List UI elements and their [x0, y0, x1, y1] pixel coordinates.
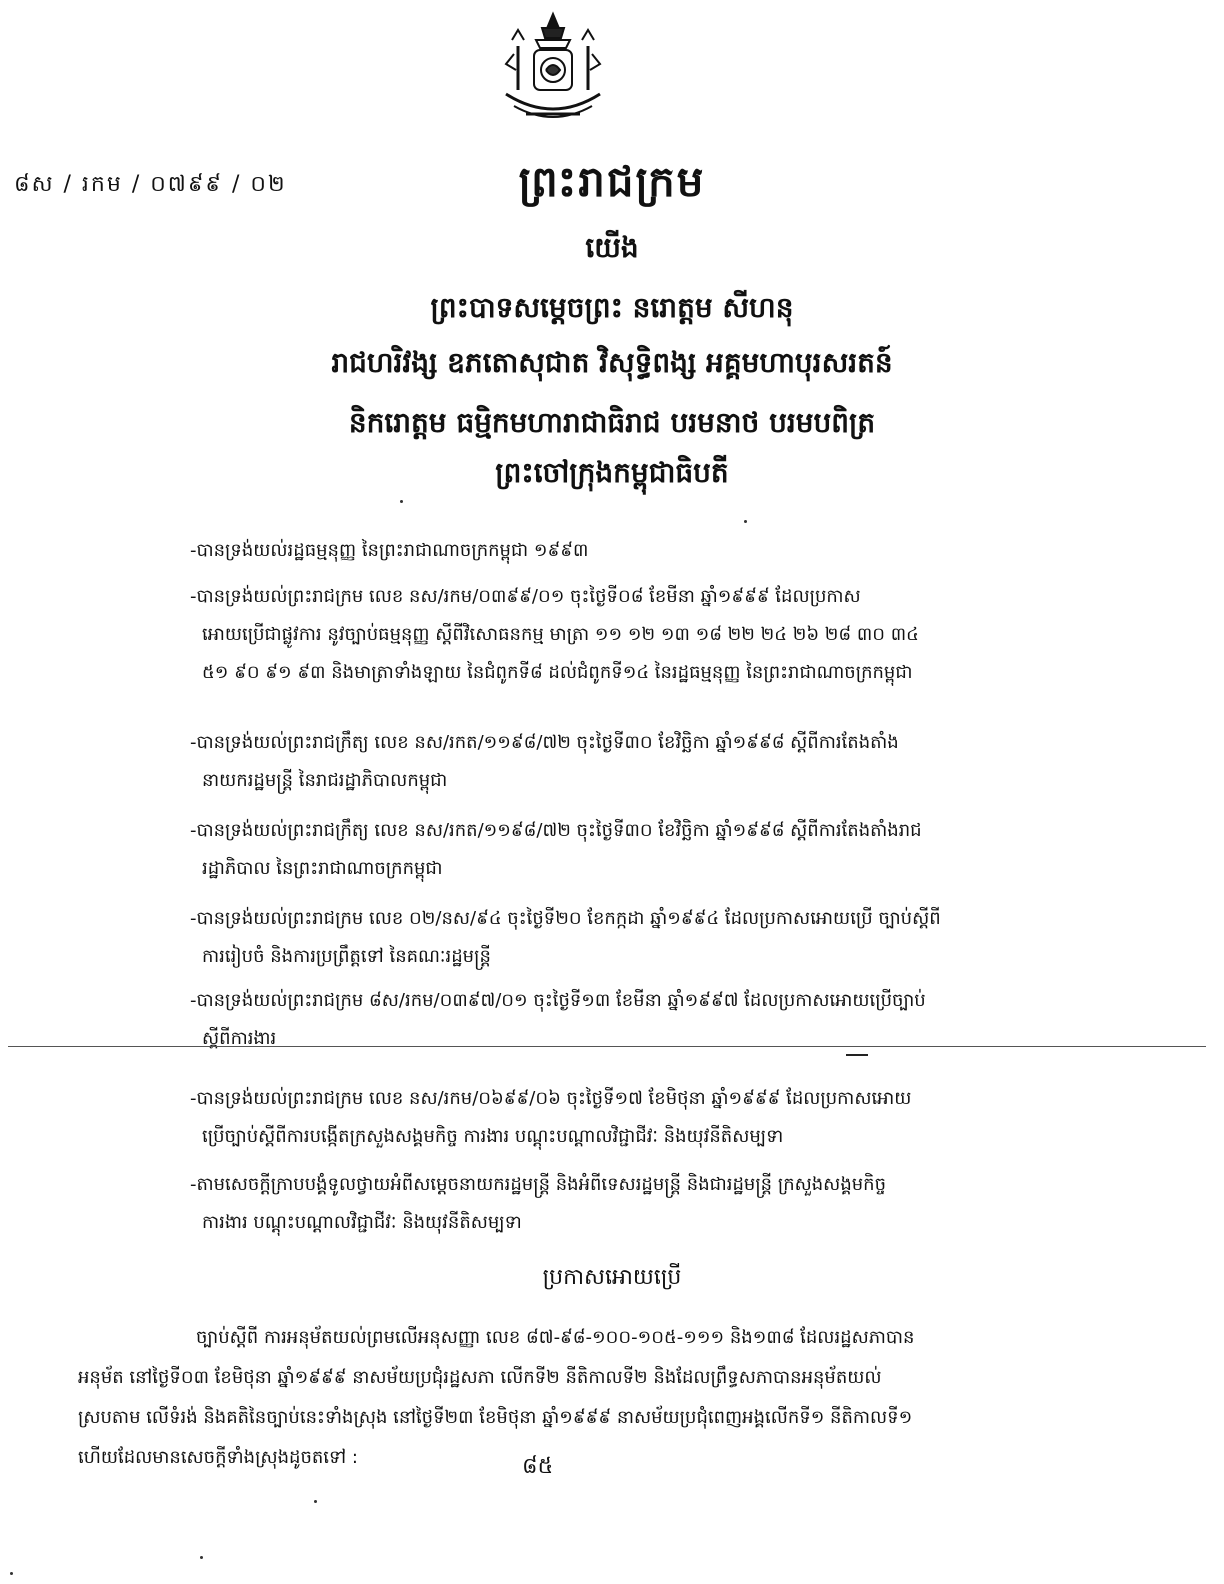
royal-coat-of-arms-icon [496, 10, 610, 134]
consideration-line: -បានទ្រង់យល់ព្រះរាជក្រឹត្យ លេខ នស/រកត/១១៩៨/៧២ ចុះថ្ងៃទី៣០ ខែវិច្ឆិកា ឆ្នាំ១៩៩៨ ស្តីពីការតែងតាំងរាជ [190, 820, 922, 841]
consideration-line: -តាមសេចក្តីក្រាបបង្គំទូលថ្វាយអំពីសម្តេចនាយករដ្ឋមន្ត្រី និងអំពីទេសរដ្ឋមន្ត្រី និងជារដ្ឋមន្ត្រី ក្រសួងសង្គមកិច្ច [190, 1174, 887, 1195]
consideration-line: -បានទ្រង់យល់ព្រះរាជក្រម លេខ ០២/នស/៩៤ ចុះថ្ងៃទី២០ ខែកក្កដា ឆ្នាំ១៩៩៤ ដែលប្រកាសអោយប្រើ ច្បាប់ស្តីពី [190, 908, 941, 929]
body-line: ច្បាប់ស្តីពី ការអនុម័តយល់ព្រមលើអនុសញ្ញា លេខ ៨៧-៩៨-១០០-១០៥-១១១ និង១៣៨ ដែលរដ្ឋសភាបាន [196, 1327, 915, 1348]
consideration-line: អោយប្រើជាផ្លូវការ នូវច្បាប់ធម្មនុញ្ញ ស្តីពីវិសោធនកម្ម មាត្រា ១១ ១២ ១៣ ១៨ ២២ ២៤ ២៦ ២៨ ៣០ ៣៤ [202, 624, 919, 645]
consideration-5 [190, 900, 1035, 976]
consideration-line: -បានទ្រង់យល់ព្រះរាជក្រម លេខ នស/រកម/០៣៩៩/០១ ចុះថ្ងៃទី០៨ ខែមីនា ឆ្នាំ១៩៩៩ ដែលប្រកាស [190, 586, 861, 607]
scan-speck [200, 1556, 203, 1559]
consideration-line: រដ្ឋាភិបាល នៃព្រះរាជាណាចក្រកម្ពុជា [202, 858, 443, 879]
document-title: ព្រះរាជក្រម [518, 157, 706, 206]
consideration-line: ការរៀបចំ និងការប្រព្រឹត្តទៅ នៃគណៈរដ្ឋមន្ត្រី [202, 946, 491, 967]
consideration-3 [190, 724, 1035, 800]
divider-mark [846, 1054, 868, 1056]
scan-speck [10, 1572, 13, 1575]
scan-speck [314, 1500, 317, 1503]
body-line: ស្របតាម លើទំរង់ និងគតិនៃច្បាប់នេះទាំងស្រុង នៅថ្ងៃទី២៣ ខែមិថុនា ឆ្នាំ១៩៩៩ នាសម័យប្រជុំពេញអង្គលើកទី១ នីតិកាលទី១ [78, 1407, 913, 1428]
consideration-7 [190, 1080, 1035, 1156]
proclamation-heading: ប្រកាសអោយប្រើ [542, 1265, 682, 1290]
scan-speck [744, 520, 747, 523]
royal-intro-line-3: រាជហរិវង្ស ឧភតោសុជាត វិសុទ្ធិពង្ស អគ្គមហាបុរសរតន៍ [331, 346, 893, 379]
consideration-line: -បានទ្រង់យល់ព្រះរាជក្រម ៨ស/រកម/០៣៩៧/០១ ចុះថ្ងៃទី១៣ ខែមីនា ឆ្នាំ១៩៩៧ ដែលប្រកាសអោយប្រើច្បាប់ [190, 990, 926, 1011]
consideration-line: -បានទ្រង់យល់ព្រះរាជក្រម លេខ នស/រកម/០៦៩៩/០៦ ចុះថ្ងៃទី១៧ ខែមិថុនា ឆ្នាំ១៩៩៩ ដែលប្រកាសអោយ [190, 1088, 912, 1109]
consideration-line: -បានទ្រង់យល់រដ្ឋធម្មនុញ្ញ នៃព្រះរាជាណាចក្រកម្ពុជា ១៩៩៣ [190, 540, 589, 561]
consideration-line: ប្រើច្បាប់ស្តីពីការបង្កើតក្រសួងសង្គមកិច្ច ការងារ បណ្តុះបណ្តាលវិជ្ជាជីវៈ និងយុវនីតិសម្បទា [202, 1126, 784, 1147]
body-line: អនុម័ត នៅថ្ងៃទី០៣ ខែមិថុនា ឆ្នាំ១៩៩៩ នាសម័យប្រជុំរដ្ឋសភា លើកទី២ នីតិកាលទី២ និងដែលព្រឹទ្ធសភាបានអនុម័តយល់ [78, 1367, 882, 1388]
reference-number: ៨ស / រកម / ០៧៩៩ / ០២ [14, 172, 287, 197]
page-number: ៨៥ [522, 1454, 554, 1479]
consideration-line: -បានទ្រង់យល់ព្រះរាជក្រឹត្យ លេខ នស/រកត/១១៩៨/៧២ ចុះថ្ងៃទី៣០ ខែវិច្ឆិកា ឆ្នាំ១៩៩៨ ស្តីពីការតែងតាំង [190, 732, 899, 753]
consideration-line: នាយករដ្ឋមន្ត្រី នៃរាជរដ្ឋាភិបាលកម្ពុជា [202, 770, 448, 791]
consideration-line: ស្តីពីការងារ [202, 1028, 277, 1049]
royal-intro-line-4: និករោត្តម ធម្មិកមហារាជាធិរាជ បរមនាថ បរមបពិត្រ [348, 406, 876, 439]
body-line: ហើយដែលមានសេចក្តីទាំងស្រុងដូចតទៅ : [78, 1447, 358, 1468]
page-divider [8, 1046, 1206, 1047]
consideration-4 [190, 812, 1035, 888]
consideration-2 [190, 578, 1035, 692]
scan-speck [400, 500, 403, 503]
consideration-8 [190, 1166, 1035, 1242]
royal-intro-line-2: ព្រះបាទសម្តេចព្រះ នរោត្តម សីហនុ [430, 291, 794, 324]
consideration-1 [190, 532, 1035, 570]
consideration-line: ៥១ ៩០ ៩១ ៩៣ និងមាត្រាទាំងឡាយ នៃជំពូកទី៨ ដល់ជំពូកទី១៤ នៃរដ្ឋធម្មនុញ្ញ នៃព្រះរាជាណាចក្រកម្ពុជា [202, 662, 913, 683]
royal-intro-line-1: យើង [585, 231, 639, 264]
consideration-line: ការងារ បណ្តុះបណ្តាលវិជ្ជាជីវៈ និងយុវនីតិសម្បទា [202, 1212, 522, 1233]
royal-intro-line-5: ព្រះចៅក្រុងកម្ពុជាធិបតី [495, 456, 729, 489]
